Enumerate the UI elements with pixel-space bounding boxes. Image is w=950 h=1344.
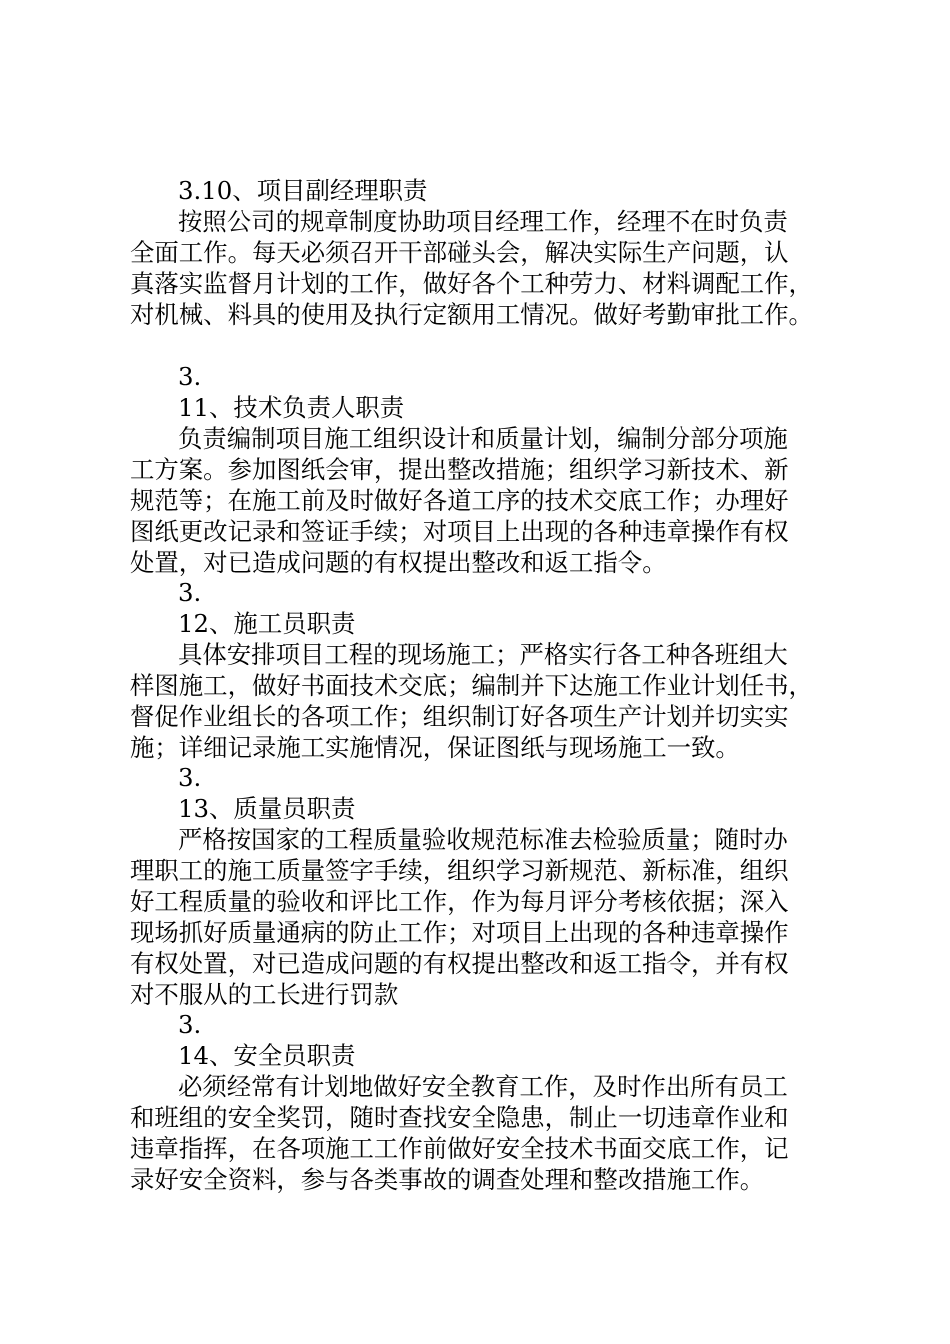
paragraph-line: 严格按国家的工程质量验收规范标准去检验质量；随时办 bbox=[178, 825, 788, 854]
paragraph-line: 施；详细记录施工实施情况，保证图纸与现场施工一致。 bbox=[130, 733, 740, 762]
paragraph-line: 必须经常有计划地做好安全教育工作，及时作出所有员工 bbox=[178, 1072, 788, 1101]
paragraph-line: 负责编制项目施工组织设计和质量计划，编制分部分项施 bbox=[178, 424, 788, 453]
paragraph-line: 全面工作。每天必须召开干部碰头会，解决实际生产问题，认 bbox=[130, 238, 789, 267]
paragraph-line: 规范等；在施工前及时做好各道工序的技术交底工作；办理好 bbox=[130, 486, 789, 515]
paragraph-line: 真落实监督月计划的工作，做好各个工种劳力、材料调配工作， bbox=[130, 269, 813, 298]
section-heading: 14、安全员职责 bbox=[178, 1041, 356, 1070]
section-heading: 12、施工员职责 bbox=[178, 609, 356, 638]
paragraph-line: 样图施工，做好书面技术交底；编制并下达施工作业计划任书， bbox=[130, 671, 813, 700]
section-number: 3. bbox=[178, 578, 202, 607]
paragraph-line: 现场抓好质量通病的防止工作；对项目上出现的各种违章操作 bbox=[130, 918, 789, 947]
section-heading: 13、质量员职责 bbox=[178, 794, 356, 823]
section-heading: 11、技术负责人职责 bbox=[178, 393, 405, 422]
section-number: 3. bbox=[178, 362, 202, 391]
paragraph-line: 具体安排项目工程的现场施工；严格实行各工种各班组大 bbox=[178, 640, 788, 669]
paragraph-line: 录好安全资料，参与各类事故的调查处理和整改措施工作。 bbox=[130, 1165, 765, 1194]
section-number: 3. bbox=[178, 1010, 202, 1039]
paragraph-line: 按照公司的规章制度协助项目经理工作，经理不在时负责 bbox=[178, 207, 788, 236]
paragraph-line: 好工程质量的验收和评比工作，作为每月评分考核依据；深入 bbox=[130, 887, 789, 916]
paragraph-line: 有权处置，对已造成问题的有权提出整改和返工指令，并有权 bbox=[130, 949, 789, 978]
section-heading: 3.10、项目副经理职责 bbox=[178, 176, 428, 205]
paragraph-line: 理职工的施工质量签字手续，组织学习新规范、新标准，组织 bbox=[130, 856, 789, 885]
paragraph-line: 督促作业组长的各项工作；组织制订好各项生产计划并切实实 bbox=[130, 702, 789, 731]
paragraph-line: 处置，对已造成问题的有权提出整改和返工指令。 bbox=[130, 548, 667, 577]
section-number: 3. bbox=[178, 763, 202, 792]
paragraph-line: 图纸更改记录和签证手续；对项目上出现的各种违章操作有权 bbox=[130, 517, 789, 546]
paragraph-line: 和班组的安全奖罚，随时查找安全隐患，制止一切违章作业和 bbox=[130, 1103, 789, 1132]
paragraph-line: 违章指挥，在各项施工工作前做好安全技术书面交底工作，记 bbox=[130, 1134, 789, 1163]
paragraph-line: 对机械、料具的使用及执行定额用工情况。做好考勤审批工作。 bbox=[130, 300, 813, 329]
paragraph-line: 工方案。参加图纸会审，提出整改措施；组织学习新技术、新 bbox=[130, 455, 789, 484]
paragraph-line: 对不服从的工长进行罚款 bbox=[130, 980, 399, 1009]
